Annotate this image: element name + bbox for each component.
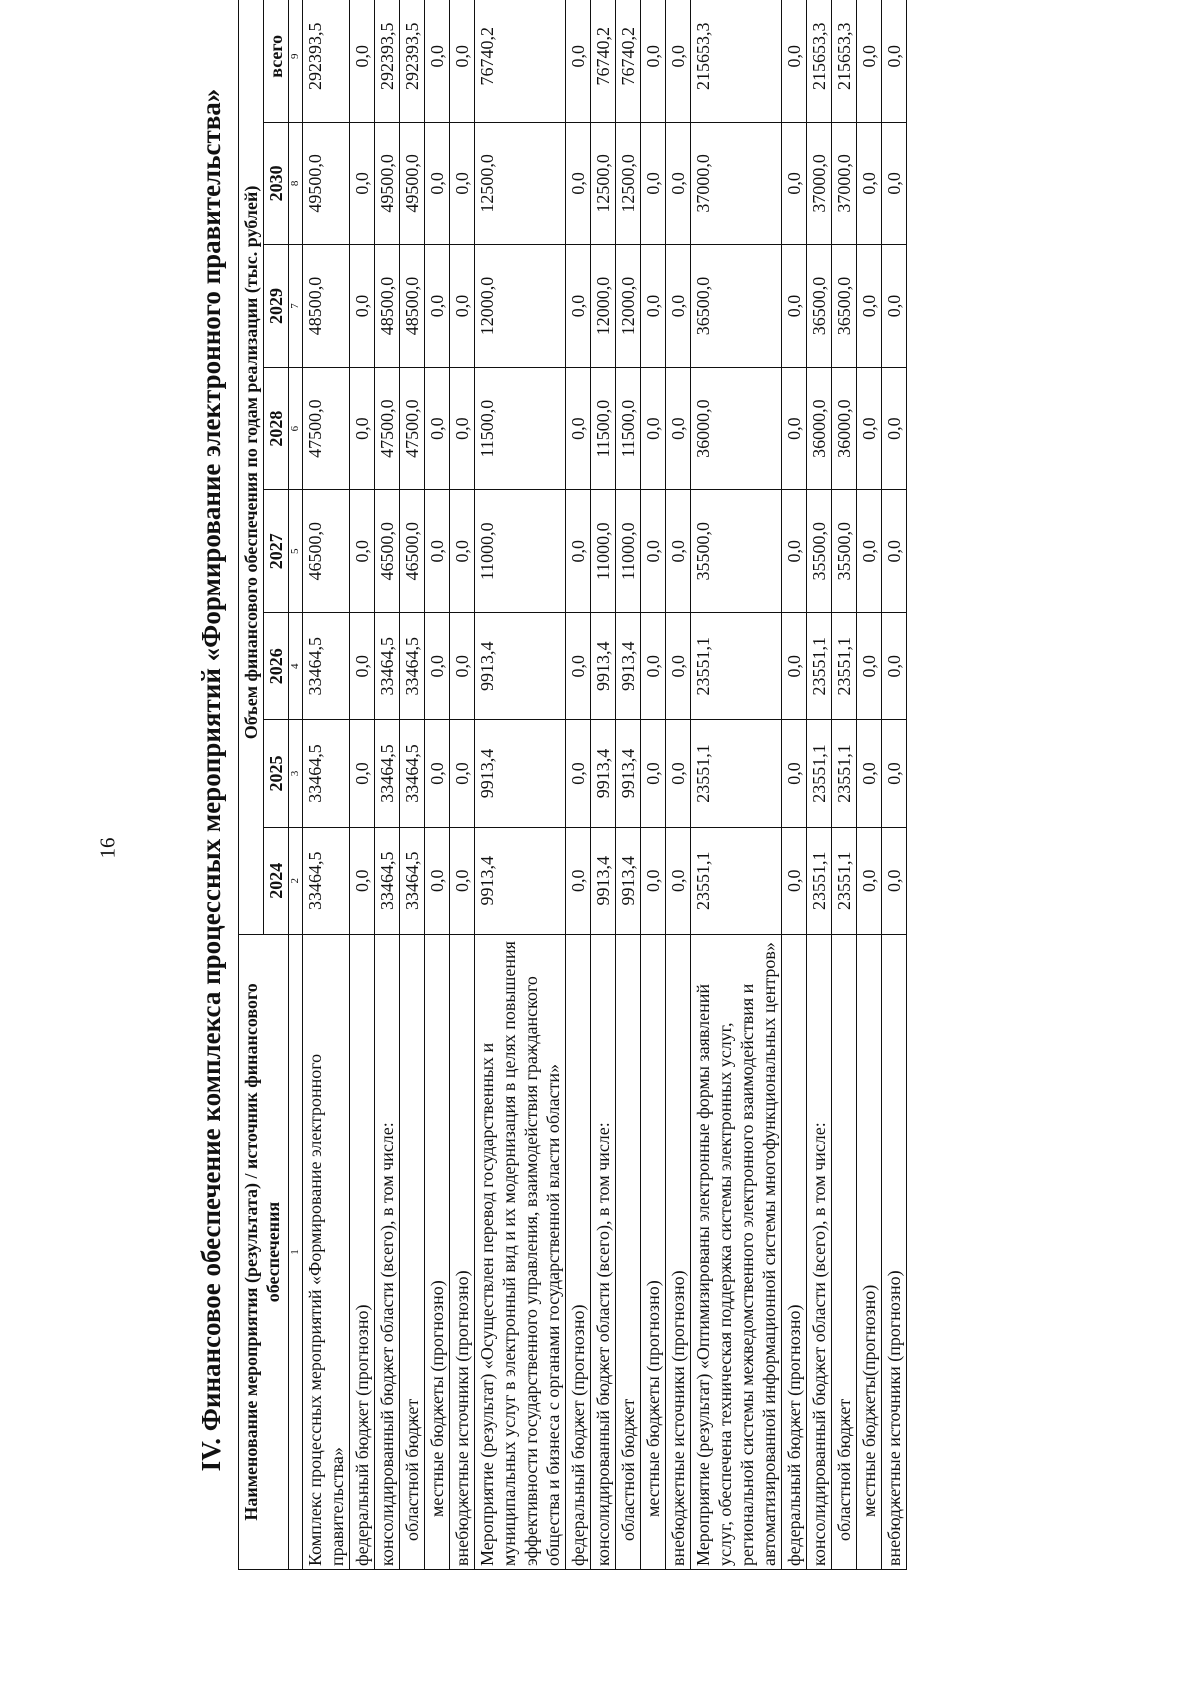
value-cell: 48500,0 (375, 245, 400, 368)
value-cell: 11500,0 (475, 367, 566, 490)
value-cell: 23551,1 (807, 613, 832, 720)
value-cell: 48500,0 (400, 245, 425, 368)
value-cell: 0,0 (350, 490, 375, 613)
value-cell: 0,0 (450, 827, 475, 934)
table-body (303, 0, 907, 1570)
table-row (666, 0, 691, 1570)
value-cell: 0,0 (350, 245, 375, 368)
total-cell: 0,0 (666, 0, 691, 122)
table-row (857, 0, 882, 1570)
total-cell: 0,0 (782, 0, 807, 122)
value-cell: 0,0 (857, 245, 882, 368)
year-header: 2024 (264, 827, 289, 934)
value-cell: 49500,0 (375, 122, 400, 245)
value-cell: 0,0 (450, 245, 475, 368)
value-cell: 23551,1 (832, 827, 857, 934)
total-cell: 292393,5 (303, 0, 350, 122)
value-cell: 35500,0 (832, 490, 857, 613)
total-cell: 0,0 (641, 0, 666, 122)
total-cell: 292393,5 (400, 0, 425, 122)
value-cell: 0,0 (782, 613, 807, 720)
table-row (400, 0, 425, 1570)
value-cell: 9913,4 (616, 720, 641, 827)
value-cell: 12000,0 (591, 245, 616, 368)
value-cell: 0,0 (450, 490, 475, 613)
total-cell: 0,0 (882, 0, 907, 122)
value-cell: 33464,5 (400, 827, 425, 934)
value-cell: 0,0 (882, 122, 907, 245)
table-row (303, 0, 350, 1570)
column-index: 7 (289, 245, 303, 368)
value-cell: 0,0 (566, 720, 591, 827)
value-cell: 0,0 (425, 613, 450, 720)
total-cell: 292393,5 (375, 0, 400, 122)
value-cell: 35500,0 (807, 490, 832, 613)
value-cell: 9913,4 (475, 720, 566, 827)
value-cell: 11000,0 (616, 490, 641, 613)
column-index: 6 (289, 367, 303, 490)
table-row (566, 0, 591, 1570)
table-row (375, 0, 400, 1570)
value-cell: 23551,1 (832, 720, 857, 827)
column-index: 5 (289, 490, 303, 613)
row-label: местные бюджеты (прогнозно) (425, 934, 450, 1569)
value-cell: 49500,0 (303, 122, 350, 245)
value-cell: 33464,5 (375, 613, 400, 720)
table-row (591, 0, 616, 1570)
value-cell: 36500,0 (691, 245, 782, 368)
value-cell: 0,0 (425, 827, 450, 934)
value-cell: 11500,0 (616, 367, 641, 490)
table-row (425, 0, 450, 1570)
column-index: 4 (289, 613, 303, 720)
value-cell: 0,0 (666, 720, 691, 827)
value-cell: 0,0 (641, 827, 666, 934)
value-cell: 0,0 (782, 720, 807, 827)
name-column-header: Наименование мероприятия (результата) / источник финансового обеспечения (239, 934, 289, 1569)
value-cell: 0,0 (425, 367, 450, 490)
total-cell: 0,0 (450, 0, 475, 122)
value-cell: 11000,0 (591, 490, 616, 613)
value-cell: 33464,5 (303, 613, 350, 720)
value-cell: 0,0 (857, 122, 882, 245)
value-cell: 0,0 (566, 490, 591, 613)
row-label: областной бюджет (832, 934, 857, 1569)
value-cell: 0,0 (566, 613, 591, 720)
value-cell: 33464,5 (375, 720, 400, 827)
value-cell: 0,0 (641, 367, 666, 490)
total-cell: 0,0 (566, 0, 591, 122)
value-cell: 23551,1 (832, 613, 857, 720)
value-cell: 46500,0 (303, 490, 350, 613)
value-cell: 0,0 (666, 490, 691, 613)
value-cell: 9913,4 (591, 827, 616, 934)
value-cell: 0,0 (882, 613, 907, 720)
column-index: 2 (289, 827, 303, 934)
value-cell: 47500,0 (375, 367, 400, 490)
total-cell: 76740,2 (475, 0, 566, 122)
value-cell: 0,0 (425, 490, 450, 613)
row-label: внебюджетные источники (прогнозно) (450, 934, 475, 1569)
value-cell: 37000,0 (832, 122, 857, 245)
value-cell: 0,0 (350, 613, 375, 720)
value-cell: 0,0 (857, 490, 882, 613)
value-cell: 36000,0 (807, 367, 832, 490)
value-cell: 23551,1 (691, 720, 782, 827)
table-row (475, 0, 566, 1570)
value-cell: 0,0 (350, 122, 375, 245)
total-cell: 76740,2 (616, 0, 641, 122)
value-cell: 33464,5 (303, 827, 350, 934)
row-label: внебюджетные источники (прогнозно) (666, 934, 691, 1569)
rotated-page-content (192, 0, 907, 1570)
value-cell: 0,0 (882, 490, 907, 613)
table-row (616, 0, 641, 1570)
row-label: консолидированный бюджет области (всего), в том числе: (807, 934, 832, 1569)
value-cell: 0,0 (450, 367, 475, 490)
row-label: Мероприятие (результат) «Оптимизированы электронные формы заявлений услуг, обеспечена техническая поддержка системы электронных услуг, региональной системы межведомственного электронного взаимодействия и автоматизированной информационной системы многофункциональных центров» (691, 934, 782, 1569)
value-cell: 12500,0 (475, 122, 566, 245)
total-cell: 0,0 (350, 0, 375, 122)
row-label: внебюджетные источники (прогнозно) (882, 934, 907, 1569)
value-cell: 0,0 (425, 122, 450, 245)
value-cell: 0,0 (350, 827, 375, 934)
value-cell: 0,0 (641, 245, 666, 368)
row-label: областной бюджет (400, 934, 425, 1569)
value-cell: 23551,1 (691, 827, 782, 934)
value-cell: 46500,0 (375, 490, 400, 613)
value-cell: 9913,4 (616, 613, 641, 720)
value-cell: 0,0 (666, 613, 691, 720)
value-cell: 49500,0 (400, 122, 425, 245)
table-row (450, 0, 475, 1570)
value-cell: 23551,1 (807, 720, 832, 827)
page-number: 16 (95, 837, 120, 859)
row-label: областной бюджет (616, 934, 641, 1569)
table-row (832, 0, 857, 1570)
value-cell: 0,0 (782, 827, 807, 934)
total-cell: 215653,3 (691, 0, 782, 122)
total-cell: 215653,3 (832, 0, 857, 122)
row-label: местные бюджеты(прогнозно) (857, 934, 882, 1569)
value-cell: 0,0 (666, 827, 691, 934)
value-cell: 11500,0 (591, 367, 616, 490)
value-cell: 0,0 (666, 122, 691, 245)
value-cell: 0,0 (350, 367, 375, 490)
value-cell: 47500,0 (303, 367, 350, 490)
year-header: 2030 (264, 122, 289, 245)
value-cell: 0,0 (782, 122, 807, 245)
table-row (641, 0, 666, 1570)
row-label: консолидированный бюджет области (всего), в том числе: (591, 934, 616, 1569)
row-label: местные бюджеты (прогнозно) (641, 934, 666, 1569)
value-cell: 9913,4 (475, 613, 566, 720)
value-cell: 36000,0 (691, 367, 782, 490)
value-cell: 47500,0 (400, 367, 425, 490)
year-header: 2025 (264, 720, 289, 827)
total-header: всего (264, 0, 289, 122)
value-cell: 0,0 (857, 367, 882, 490)
value-cell: 23551,1 (691, 613, 782, 720)
value-cell: 0,0 (882, 367, 907, 490)
value-cell: 12000,0 (616, 245, 641, 368)
value-cell: 37000,0 (807, 122, 832, 245)
value-cell: 9913,4 (591, 720, 616, 827)
value-cell: 33464,5 (400, 613, 425, 720)
value-cell: 36500,0 (807, 245, 832, 368)
row-label: федеральный бюджет (прогнозно) (782, 934, 807, 1569)
value-cell: 46500,0 (400, 490, 425, 613)
value-cell: 33464,5 (375, 827, 400, 934)
value-cell: 12500,0 (616, 122, 641, 245)
value-cell: 0,0 (641, 613, 666, 720)
row-label: федеральный бюджет (прогнозно) (350, 934, 375, 1569)
volume-header: Объем финансового обеспечения по годам реализации (тыс. рублей) (239, 0, 264, 934)
value-cell: 0,0 (641, 720, 666, 827)
column-index: 9 (289, 0, 303, 122)
value-cell: 12500,0 (591, 122, 616, 245)
total-cell: 76740,2 (591, 0, 616, 122)
value-cell: 0,0 (641, 122, 666, 245)
table-row (807, 0, 832, 1570)
value-cell: 0,0 (882, 720, 907, 827)
value-cell: 0,0 (782, 490, 807, 613)
year-header: 2029 (264, 245, 289, 368)
value-cell: 0,0 (882, 245, 907, 368)
value-cell: 0,0 (882, 827, 907, 934)
value-cell: 0,0 (857, 720, 882, 827)
year-header: 2026 (264, 613, 289, 720)
value-cell: 37000,0 (691, 122, 782, 245)
value-cell: 0,0 (425, 245, 450, 368)
value-cell: 9913,4 (475, 827, 566, 934)
value-cell: 11000,0 (475, 490, 566, 613)
value-cell: 36500,0 (832, 245, 857, 368)
value-cell: 12000,0 (475, 245, 566, 368)
value-cell: 0,0 (350, 720, 375, 827)
value-cell: 48500,0 (303, 245, 350, 368)
column-index-row (289, 0, 303, 1570)
value-cell: 0,0 (450, 720, 475, 827)
total-cell: 0,0 (857, 0, 882, 122)
row-label: Комплекс процессных мероприятий «Формирование электронного правительства» (303, 934, 350, 1569)
value-cell: 0,0 (566, 122, 591, 245)
value-cell: 9913,4 (616, 827, 641, 934)
column-index: 8 (289, 122, 303, 245)
value-cell: 0,0 (666, 367, 691, 490)
value-cell: 0,0 (450, 122, 475, 245)
value-cell: 0,0 (566, 827, 591, 934)
value-cell: 0,0 (566, 367, 591, 490)
value-cell: 36000,0 (832, 367, 857, 490)
row-label: Мероприятие (результат) «Осуществлен перевод государственных и муниципальных услуг в электронный вид и их модернизация в целях повышения эффективности государственного управления, взаимодействия гражданского общества и бизнеса с органами государственной власти области» (475, 934, 566, 1569)
table-row (691, 0, 782, 1570)
value-cell: 9913,4 (591, 613, 616, 720)
column-index: 1 (289, 934, 303, 1569)
value-cell: 0,0 (425, 720, 450, 827)
value-cell: 0,0 (857, 827, 882, 934)
table-row (350, 0, 375, 1570)
value-cell: 0,0 (782, 367, 807, 490)
table-row (882, 0, 907, 1570)
value-cell: 23551,1 (807, 827, 832, 934)
value-cell: 33464,5 (303, 720, 350, 827)
year-header: 2028 (264, 367, 289, 490)
section-heading: IV. Финансовое обеспечение комплекса процессных мероприятий «Формирование электронного правительства» (196, 88, 226, 1472)
value-cell: 0,0 (857, 613, 882, 720)
table-row (782, 0, 807, 1570)
row-label: федеральный бюджет (прогнозно) (566, 934, 591, 1569)
value-cell: 33464,5 (400, 720, 425, 827)
total-cell: 215653,3 (807, 0, 832, 122)
value-cell: 0,0 (666, 245, 691, 368)
financing-table (238, 0, 907, 1570)
value-cell: 0,0 (566, 245, 591, 368)
column-index: 3 (289, 720, 303, 827)
value-cell: 35500,0 (691, 490, 782, 613)
total-cell: 0,0 (425, 0, 450, 122)
value-cell: 0,0 (450, 613, 475, 720)
row-label: консолидированный бюджет области (всего), в том числе: (375, 934, 400, 1569)
value-cell: 0,0 (782, 245, 807, 368)
value-cell: 0,0 (641, 490, 666, 613)
year-header: 2027 (264, 490, 289, 613)
